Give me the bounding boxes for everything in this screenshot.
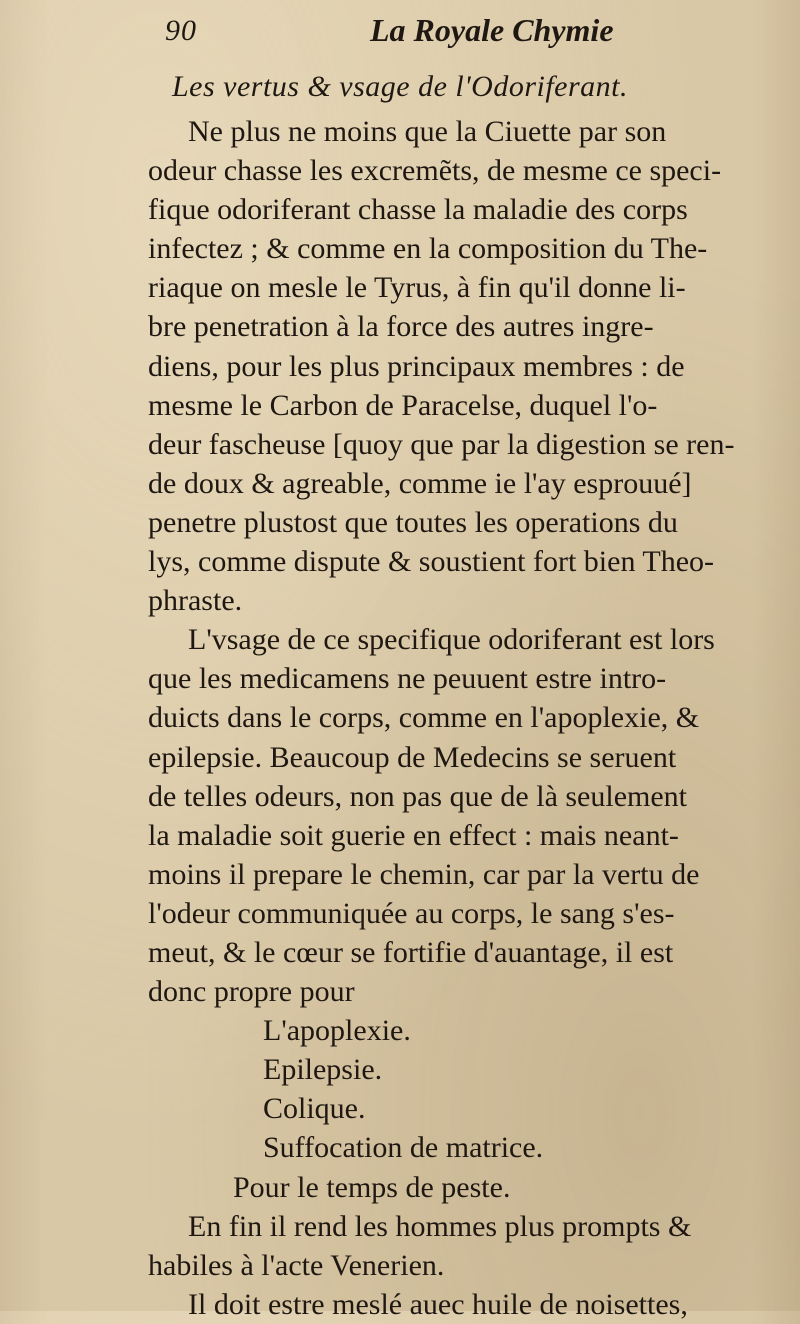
list-item: Colique. — [263, 1092, 366, 1126]
text-line: odeur chasse les excremẽts, de mesme ce speci- — [148, 154, 722, 188]
list-item: Pour le temps de peste. — [233, 1170, 511, 1204]
text-line: de doux & agreable, comme ie l'ay esprouué] — [148, 466, 692, 500]
body-text — [148, 112, 788, 1324]
text-line: En fin il rend les hommes plus prompts & — [188, 1209, 692, 1243]
page-number: 90 — [165, 14, 197, 47]
page-header — [0, 8, 800, 54]
text-line: Ne plus ne moins que la Ciuette par son — [188, 115, 667, 148]
text-line: epilepsie. Beaucoup de Medecins se seruent — [148, 740, 677, 774]
list-item: L'apoplexie. — [263, 1014, 411, 1048]
text-line: fique odoriferant chasse la maladie des corps — [148, 193, 688, 227]
text-line: infectez ; & comme en la composition du The- — [148, 232, 708, 266]
text-line: deur fascheuse [quoy que par la digestion se ren- — [148, 427, 735, 461]
text-line: la maladie soit guerie en effect : mais neant- — [148, 818, 679, 852]
text-line: Il doit estre meslé auec huile de noisettes, — [188, 1287, 688, 1321]
list-item: Epilepsie. — [263, 1053, 383, 1087]
text-line: moins il prepare le chemin, car par la vertu de — [148, 857, 700, 891]
list-item: Suffocation de matrice. — [263, 1131, 544, 1165]
text-line: riaque on mesle le Tyrus, à fin qu'il donne li- — [148, 271, 686, 305]
text-line: phraste. — [148, 584, 243, 618]
text-line: duicts dans le corps, comme en l'apoplexie, & — [148, 701, 700, 735]
text-line: meut, & le cœur se fortifie d'auantage, il est — [148, 935, 674, 969]
text-line: penetre plustost que toutes les operations du — [148, 505, 678, 539]
text-line: lys, comme dispute & soustient fort bien Theo- — [148, 545, 715, 579]
text-line: donc propre pour — [148, 975, 355, 1009]
text-line: l'odeur communiquée au corps, le sang s'es- — [148, 896, 675, 930]
text-line: de telles odeurs, non pas que de là seulement — [148, 779, 688, 813]
text-line: mesme le Carbon de Paracelse, duquel l'o- — [148, 388, 658, 422]
section-title: Les vertus & vsage de l'Odoriferant. — [171, 70, 629, 103]
running-title: La Royale Chymie — [370, 12, 614, 48]
text-line: habiles à l'acte Venerien. — [148, 1248, 445, 1282]
text-line: bre penetration à la force des autres ingre- — [148, 310, 654, 344]
text-line: diens, pour les plus principaux membres : de — [148, 349, 685, 383]
text-line: que les medicamens ne peuuent estre intro- — [148, 662, 667, 696]
text-line: L'vsage de ce specifique odoriferant est lors — [188, 623, 715, 657]
